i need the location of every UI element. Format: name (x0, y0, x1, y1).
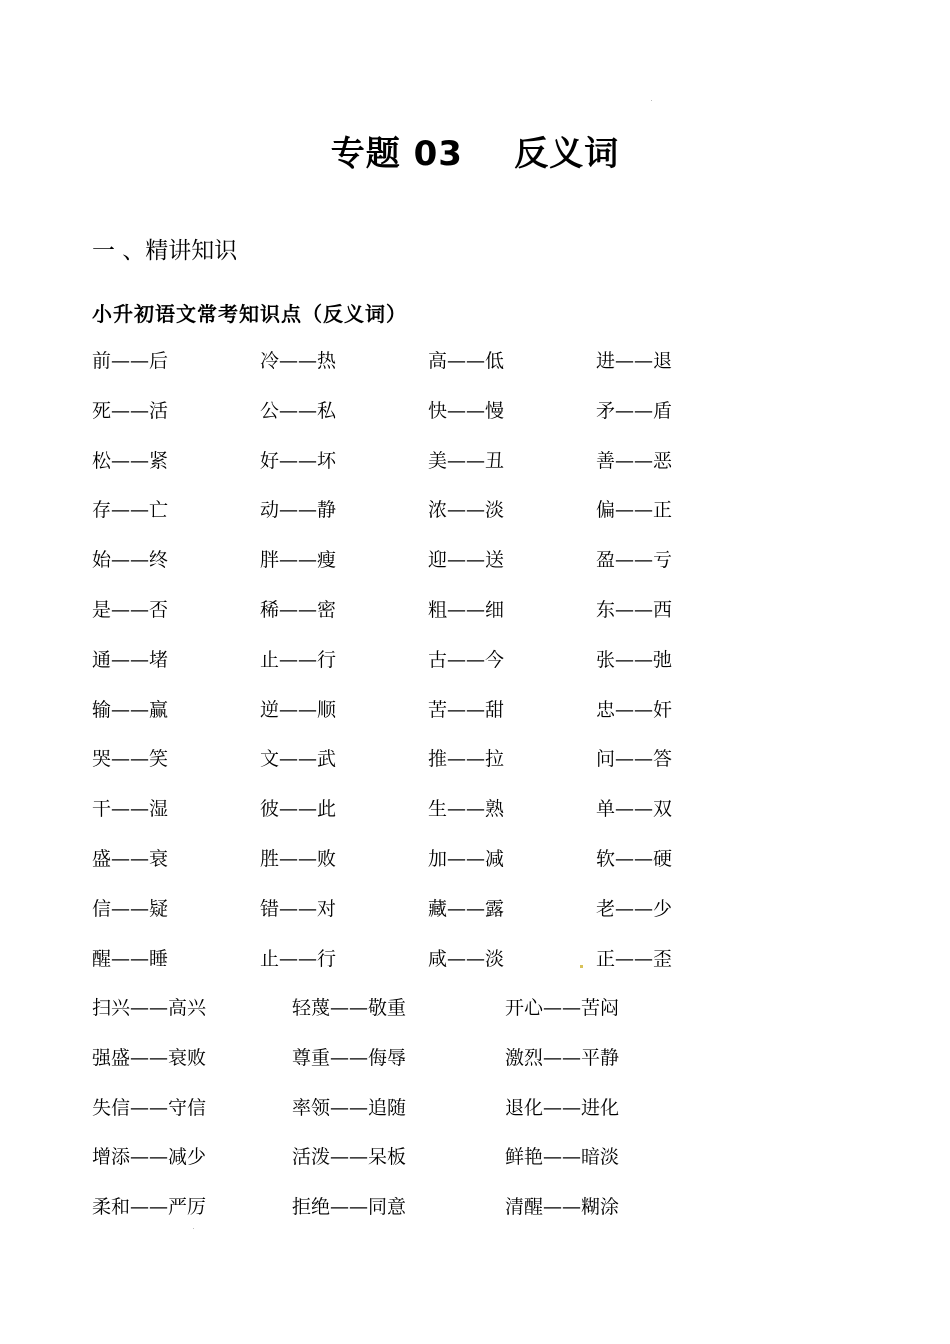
antonym-pair: 偏——正 (596, 499, 673, 522)
antonym-pair: 粗——细 (428, 598, 505, 621)
antonym-pair: 文——武 (260, 748, 337, 771)
antonym-pair: 鲜艳——暗淡 (505, 1146, 620, 1169)
antonym-pair: 张——弛 (596, 648, 673, 671)
antonym-pair: 美——丑 (428, 449, 505, 472)
antonym-pair: 稀——密 (260, 598, 337, 621)
antonym-pair: 胜——败 (260, 847, 337, 870)
antonym-pair: 矛——盾 (596, 399, 673, 422)
antonym-pair: 老——少 (596, 897, 673, 920)
antonym-pair: 扫兴——高兴 (92, 997, 207, 1019)
antonym-pair: 进——退 (596, 350, 673, 372)
antonym-pair: 清醒——糊涂 (505, 1196, 620, 1219)
antonym-pair: 是——否 (92, 598, 169, 621)
antonym-pair: 盈——亏 (596, 549, 673, 572)
antonym-pair: 公——私 (260, 399, 337, 422)
antonym-pair: 强盛——衰败 (92, 1046, 207, 1069)
antonym-pair: 激烈——平静 (505, 1046, 620, 1069)
stray-speck (651, 100, 652, 101)
stray-mark (580, 965, 583, 968)
antonym-pair: 信——疑 (92, 897, 169, 920)
antonym-pair: 通——堵 (92, 648, 169, 671)
antonym-pair: 始——终 (92, 549, 169, 572)
antonym-pair: 开心——苦闷 (505, 997, 620, 1019)
antonym-pair: 古——今 (428, 648, 505, 671)
antonym-pair: 干——湿 (92, 798, 169, 821)
antonym-pair: 尊重——侮辱 (292, 1046, 407, 1069)
antonym-pair: 正——歪 (596, 947, 673, 970)
antonym-pair: 浓——淡 (428, 499, 505, 522)
antonym-pair: 好——坏 (260, 449, 337, 472)
antonym-pair: 冷——热 (260, 350, 337, 372)
antonym-pair: 输——赢 (92, 698, 169, 721)
antonym-pair: 软——硬 (596, 847, 673, 870)
antonym-pair: 动——静 (260, 499, 337, 522)
antonym-pair: 生——熟 (428, 798, 505, 821)
section-heading: 一 、精讲知识 (92, 238, 238, 264)
antonym-pair: 失信——守信 (92, 1096, 207, 1119)
antonym-pair: 柔和——严厉 (92, 1196, 207, 1219)
antonym-pair: 轻蔑——敬重 (292, 997, 407, 1019)
antonym-pair: 哭——笑 (92, 748, 169, 771)
antonym-pair: 加——减 (428, 847, 505, 870)
antonym-pair: 单——双 (596, 798, 673, 821)
antonym-pair: 忠——奸 (596, 698, 673, 721)
antonym-pair: 藏——露 (428, 897, 505, 920)
antonym-pair: 彼——此 (260, 798, 337, 821)
antonym-pair: 善——恶 (596, 449, 673, 472)
subheading: 小升初语文常考知识点（反义词） (92, 302, 407, 326)
page-title: 专题 03 反义词 (330, 134, 620, 174)
antonym-pair: 逆——顺 (260, 698, 337, 721)
antonym-pair: 咸——淡 (428, 947, 505, 970)
antonym-pair: 盛——衰 (92, 847, 169, 870)
antonym-pair: 快——慢 (428, 399, 505, 422)
antonym-pair: 醒——睡 (92, 947, 169, 970)
antonym-pair: 胖——瘦 (260, 549, 337, 572)
antonym-pair: 存——亡 (92, 499, 169, 522)
antonym-pair: 退化——进化 (505, 1096, 620, 1119)
antonym-pair: 止——行 (260, 648, 337, 671)
stray-speck (193, 1228, 194, 1229)
antonym-pair: 错——对 (260, 897, 337, 920)
antonym-pair: 苦——甜 (428, 698, 505, 721)
antonym-pair: 率领——追随 (292, 1096, 407, 1119)
antonym-pair: 推——拉 (428, 748, 505, 771)
antonym-pair: 止——行 (260, 947, 337, 970)
antonym-pair: 迎——送 (428, 549, 505, 572)
antonym-pair: 拒绝——同意 (292, 1196, 407, 1219)
antonym-pair: 问——答 (596, 748, 673, 771)
antonym-pair: 前——后 (92, 350, 169, 372)
antonym-pair: 高——低 (428, 350, 505, 372)
antonym-pair: 死——活 (92, 399, 169, 422)
antonym-pair: 增添——减少 (92, 1146, 207, 1169)
antonym-pair: 东——西 (596, 598, 673, 621)
antonym-pair: 松——紧 (92, 449, 169, 472)
antonym-pair: 活泼——呆板 (292, 1146, 407, 1169)
